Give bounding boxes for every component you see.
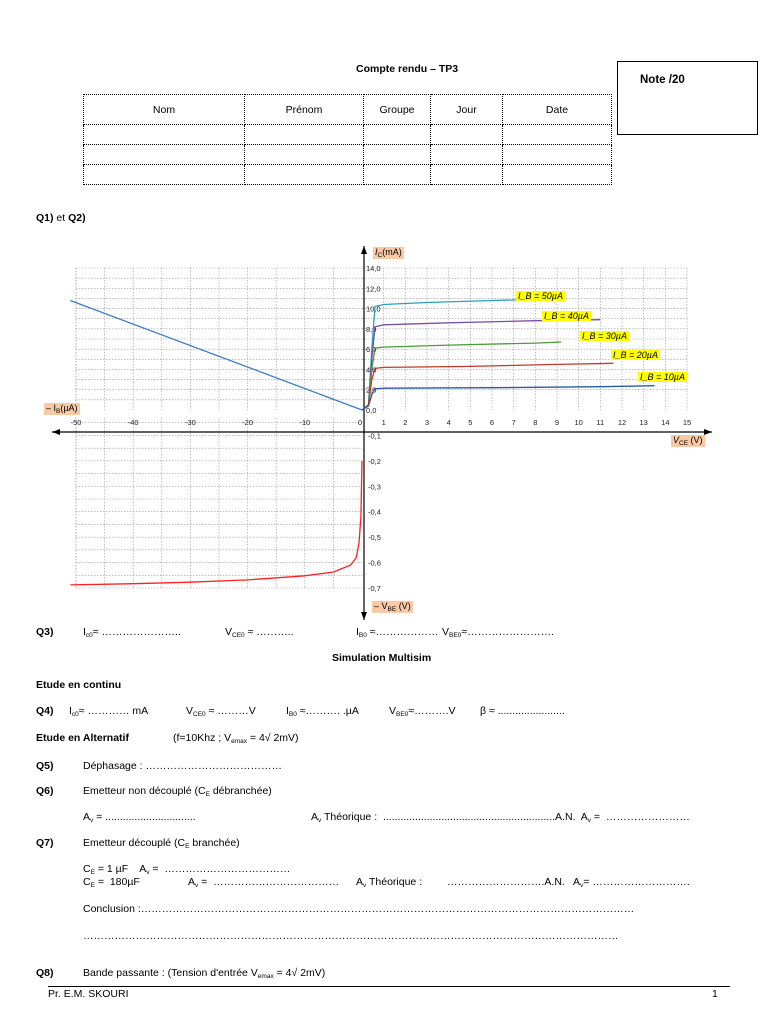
ic-vce-curve-2	[362, 342, 561, 410]
col-header: Date	[503, 95, 612, 125]
y-tick-label: -0,1	[368, 431, 381, 441]
x-tick-label: 9	[554, 418, 560, 427]
x-tick-label: 4	[446, 418, 451, 427]
q8-text: Bande passante : (Tension d'entrée $V_{emax} = 4√$ 2mV)	[83, 967, 326, 980]
y-tick-label: 2,0	[366, 385, 377, 395]
y-tick-label: 14,0	[366, 264, 381, 273]
q4-ic0: $I_{c0}\approx$ ………… mA	[69, 705, 149, 718]
q4-label: Q4)	[36, 705, 54, 717]
note-label: Note /20	[640, 74, 685, 86]
etude-alternatif-title: Etude en Alternatif	[36, 732, 129, 744]
q3-label: Q3)	[36, 626, 54, 638]
q7-conclusion-line2: ………………………………………………………………………………………………………………………………………	[83, 930, 619, 942]
series-label-10: I_B = 10µA	[640, 372, 685, 382]
x-tick-label: 7	[511, 418, 516, 427]
y-tick-label: -0,5	[368, 533, 381, 543]
y-tick-label: 4,0	[366, 365, 377, 375]
x-axis-arrow-left	[52, 429, 60, 435]
x-tick-label: 11	[596, 418, 605, 427]
vce-axis-label: $V_{CE}$ (V)	[673, 435, 703, 447]
series-label-40: I_B = 40µA	[544, 311, 589, 321]
q6-text: Emetteur non découplé ($C_E$ débranchée)	[83, 785, 272, 798]
col-header: Prénom	[245, 95, 364, 125]
q4-vbe0: $V_{BE0}\approx\dots\dots\dots.V$	[389, 705, 456, 718]
q7-line2-av: $A_v$ = ………………………………	[188, 876, 340, 889]
q7-line1: $C_E = 1$ µF $A_v$ = ………………………………	[83, 863, 291, 876]
y-tick-label: -0,3	[368, 482, 381, 492]
y-tick-label: 12,0	[366, 284, 381, 294]
vbe-axis-label: – $V_{BE}$ (V)	[374, 601, 411, 613]
q3-ic0: $I_{c0}\approx$ …………………..	[83, 626, 181, 639]
q8-label: Q8)	[36, 967, 54, 979]
series-label-50: I_B = 50µA	[518, 291, 563, 301]
q3-vbe0: $V_{BE0}\approx\dots\dots\dots\dots\dots\dots\dots\dots$.	[442, 626, 554, 639]
simulation-title: Simulation Multisim	[332, 652, 432, 664]
ic-axis-label: $I_C(mA)$	[375, 247, 402, 259]
y-tick-label: 8,0	[366, 324, 377, 334]
vbe-ib-curve	[70, 461, 362, 585]
ib-axis-label: – $I_B(\mu A)$	[46, 403, 78, 415]
x-tick-label: 2	[403, 418, 408, 427]
q6-label: Q6)	[36, 785, 54, 797]
col-header: Nom	[84, 95, 245, 125]
x-tick-label: 3	[424, 418, 430, 427]
q5-label: Q5)	[36, 760, 54, 772]
y-tick-label: -0,7	[368, 584, 381, 593]
x-tick-label: 1	[381, 418, 386, 427]
x-axis-arrow	[704, 429, 712, 435]
x-tick-label: -30	[184, 418, 196, 427]
x-tick-label: 8	[533, 418, 538, 427]
x-tick-label: 15	[682, 418, 692, 427]
x-tick-label: 14	[661, 418, 670, 427]
q1q2-et: et	[53, 212, 69, 224]
y-axis-arrow	[361, 246, 367, 254]
col-header: Groupe	[364, 95, 431, 125]
q7-line2-an: ……………………….A.N. $A_v=$ ……………………….	[447, 876, 690, 889]
q7-text: Emetteur découplé ($C_E$ branchée)	[83, 837, 240, 850]
q2-label: Q2)	[68, 212, 86, 224]
q1-label: Q1)	[36, 212, 54, 224]
q3-ib0: $I_{B0}$ ≈………………	[356, 626, 439, 639]
q5-text: Déphasage : …………………………………	[83, 760, 282, 772]
q6-av-theorique: $A_v$ Théorique : ...........................................................A.N. $A_v$ = ……………………	[311, 811, 690, 824]
page-title: Compte rendu – TP3	[356, 63, 459, 75]
x-tick-label: 13	[639, 418, 648, 427]
series-label-20: I_B = 20µA	[613, 350, 658, 360]
x-tick-label: 0	[357, 418, 363, 427]
q4-vce0: $V_{CE0}$ ≈ ………V	[186, 705, 256, 718]
y-tick-label: 10,0	[366, 304, 381, 314]
y-tick-label: -0,6	[368, 558, 381, 568]
x-tick-label: 10	[574, 418, 583, 427]
q4-ib0: $I_{B0}$ ≈………. .µA	[286, 705, 359, 718]
ic-vce-curve-4	[362, 386, 655, 410]
x-tick-label: 12	[617, 418, 627, 427]
y-tick-label: 6,0	[366, 345, 377, 355]
x-tick-label: 6	[489, 418, 495, 427]
x-tick-label: -20	[242, 418, 254, 427]
etude-continu: Etude en continu	[36, 679, 122, 691]
q7-line2-ce: $C_E = 180\mu F$	[83, 876, 140, 889]
q3-vce0: $V_{CE0}$ ≈ ………..	[225, 626, 294, 639]
y-axis-arrow-bottom	[361, 612, 367, 620]
q4-beta: β ≈ .......................	[480, 705, 565, 717]
y-tick-label: -0,2	[368, 456, 381, 466]
q6-av: $A_v$ = ...............................	[83, 811, 196, 824]
y-tick-label: -0,4	[368, 507, 381, 517]
q7-label: Q7)	[36, 837, 54, 849]
etude-alternatif-conditions: (f=10Khz ; $V_{emax} = 4√$ 2mV)	[173, 732, 299, 745]
x-tick-label: -10	[299, 418, 311, 427]
q7-conclusion: Conclusion :……………………………………………………………………………………………………………………………	[83, 903, 635, 915]
x-tick-label: -40	[127, 418, 139, 427]
y-tick-label: 0,0	[366, 406, 377, 415]
page-number: 1	[712, 988, 718, 1000]
footer-author: Pr. E.M. SKOURI	[48, 988, 129, 1000]
col-header: Jour	[431, 95, 503, 125]
x-tick-label: -50	[70, 418, 82, 427]
ic-ib-curve	[70, 301, 362, 411]
series-label-30: I_B = 30µA	[582, 331, 627, 341]
q7-line2-avth: $A_v$ Théorique :	[356, 876, 423, 889]
ic-vce-curve-0	[362, 299, 535, 410]
x-tick-label: 5	[468, 418, 473, 427]
footer-divider	[48, 986, 730, 987]
